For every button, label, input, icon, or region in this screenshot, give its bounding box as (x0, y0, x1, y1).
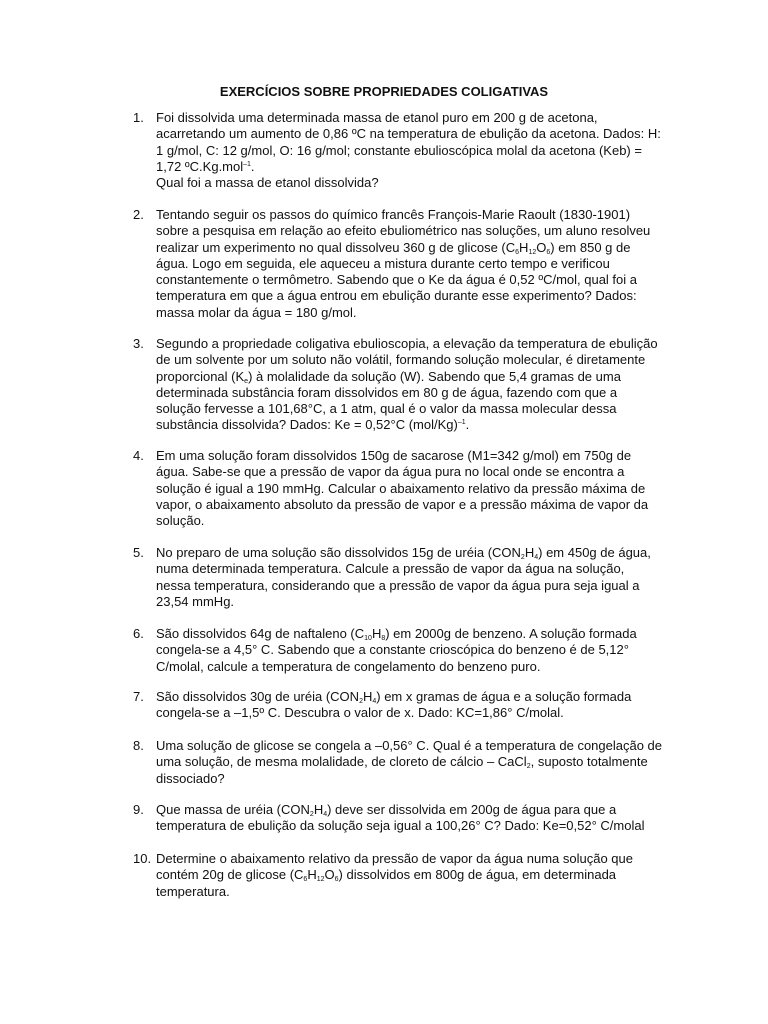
question-2 (133, 207, 663, 321)
question-10 (133, 851, 663, 900)
question-text: Foi dissolvida uma determinada massa de etanol puro em 200 g de acetona, acarretando um aumento de 0,86 ºC na temperatura de ebulição da acetona. Dados: H: 1 g/mol, C: 12 g/mol, O: 16 g/mol; constante ebulioscópica molal da acetona (Keb) = 1,72 ºC.Kg.mol$^{-1}$. Qual foi a massa de etanol dissolvida? (156, 110, 661, 191)
question-6 (133, 626, 663, 675)
question-text: Em uma solução foram dissolvidos 150g de sacarose (M1=342 g/mol) em 750g de água. Sabe-se que a pressão de vapor da água pura no local onde se encontra a solução é igual a 190 mmHg. Calcular o abaixamento relativo da pressão máxima de vapor, o abaixamento absoluto da pressão de vapor e a pressão máxima de vapor da solução. (156, 448, 649, 529)
question-number: 5. (133, 545, 144, 560)
question-text: Segundo a propriedade coligativa ebulioscopia, a elevação da temperatura de ebulição de um solvente por um soluto não volátil, formando solução molecular, é diretamente proporcional $(K_e)$ à molalidade da solução (W). Sabendo que 5,4 gramas de uma determinada substância foram dissolvidos em 80 g de água, fazendo com que a solução fervesse a 101,68°C, a 1 atm, qual é o valor da massa molecular dessa substância dissolvida? Dados: Ke = 0,52°C $(mol/Kg)^{-1}$. (156, 336, 658, 433)
question-text: Determine o abaixamento relativo da pressão de vapor da água numa solução que contém 20g de glicose $(C_6H_{12}O_6)$ dissolvidos em 800g de água, em determinada temperatura. (156, 851, 633, 899)
question-7 (133, 689, 663, 722)
question-4 (133, 448, 663, 529)
question-number: 4. (133, 448, 144, 463)
question-text: São dissolvidos 30g de uréia $(CON_2H_4)$ em x gramas de água e a solução formada congela-se a –1,5º C. Descubra o valor de x. Dado: KC=1,86° C/molal. (156, 689, 632, 721)
question-number: 2. (133, 207, 144, 222)
question-text: São dissolvidos 64g de naftaleno $(C_{10}H_8)$ em 2000g de benzeno. A solução formada congela-se a 4,5° C. Sabendo que a constante crioscópica do benzeno é de 5,12° C/molal, calcule a temperatura de congelamento do benzeno puro. (156, 626, 637, 674)
question-number: 7. (133, 689, 144, 704)
question-number: 9. (133, 802, 144, 817)
question-number: 1. (133, 110, 144, 125)
question-3 (133, 336, 663, 434)
document-title: EXERCÍCIOS SOBRE PROPRIEDADES COLIGATIVAS (219, 84, 549, 99)
question-text: Tentando seguir os passos do químico francês François-Marie Raoult (1830-1901) sobre a pesquisa em relação ao efeito ebuliométrico nas soluções, um aluno resolveu realizar um experimento no qual dissolveu 360 g de glicose $(C_6H_{12}O_6)$ em 850 g de água. Logo em seguida, ele aqueceu a mistura durante certo tempo e verificou constantemente o termômetro. Sabendo que o Ke da água é 0,52 ºC/mol, qual foi a temperatura em que a água entrou em ebulição durante esse experimento? Dados: massa molar da água = 180 g/mol. (156, 207, 651, 320)
question-text: Que massa de uréia $(CON_2H_4)$ deve ser dissolvida em 200g de água para que a temperatura de ebulição da solução seja igual a 100,26° C? Dado: Ke=0,52° C/molal (156, 802, 645, 834)
question-9 (133, 802, 663, 835)
question-8 (133, 738, 663, 787)
question-5 (133, 545, 663, 610)
question-number: 10. (133, 851, 152, 866)
question-text: No preparo de uma solução são dissolvidos 15g de uréia $(CON_2H_4)$ em 450g de água, numa determinada temperatura. Calcule a pressão de vapor da água na solução, nessa temperatura, considerando que a pressão de vapor da água pura seja igual a 23,54 mmHg. (156, 545, 651, 609)
question-text: Uma solução de glicose se congela a –0,56° C. Qual é a temperatura de congelação de uma solução, de mesma molalidade, de cloreto de cálcio – CaCl$_2$, suposto totalmente dissociado? (156, 738, 663, 786)
question-number: 3. (133, 336, 144, 351)
question-1 (133, 110, 663, 191)
question-number: 6. (133, 626, 144, 641)
question-number: 8. (133, 738, 144, 753)
